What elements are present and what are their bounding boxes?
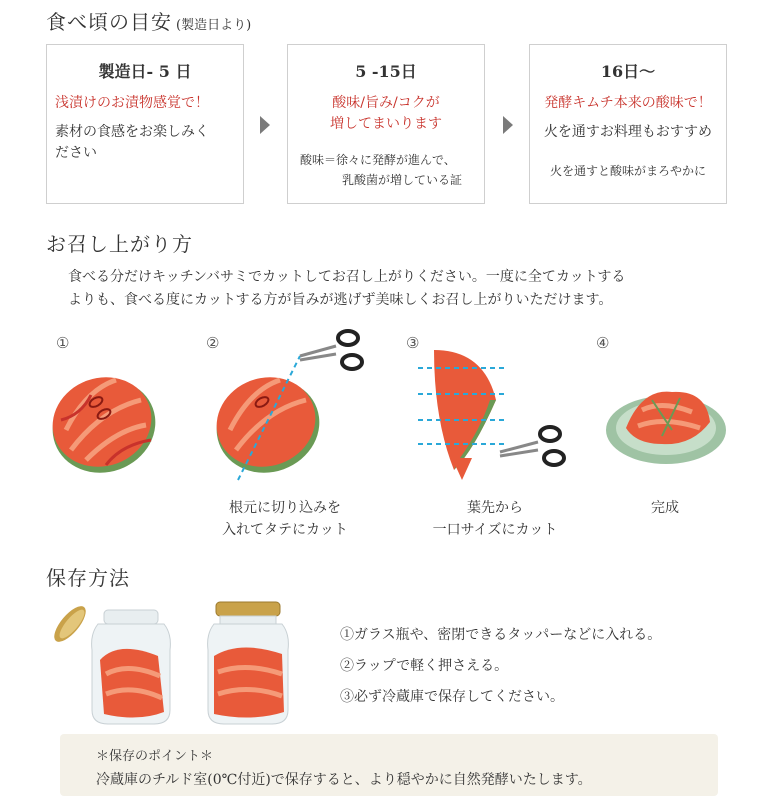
step-number: ①: [56, 334, 70, 352]
caption-line: 一口サイズにカット: [432, 522, 558, 538]
card-title: 5 -15日: [355, 62, 417, 81]
step-caption: [190, 497, 380, 541]
step-caption: [400, 497, 590, 541]
cut-kimchi-illustration: [208, 320, 378, 490]
arrow-right-icon: [503, 116, 513, 134]
card-highlight: 浅漬けのお漬物感覚で！: [55, 95, 209, 111]
step-number: ④: [596, 334, 610, 352]
card-title: 16日～: [600, 62, 656, 81]
how-to-eat-intro: [68, 266, 728, 312]
leaf-cut-illustration: [414, 340, 584, 490]
whole-kimchi-illustration: [46, 360, 166, 480]
open-jar-illustration: [48, 600, 178, 728]
step-number: ②: [206, 334, 220, 352]
scissors-icon: [300, 331, 362, 369]
card-note: 乳酸菌が増している証: [342, 173, 463, 187]
caption-line: 完成: [651, 500, 679, 516]
card-title: 製造日- 5 日: [98, 62, 192, 81]
card-day-0-5: [46, 44, 244, 204]
caption-line: 根元に切り込みを: [229, 500, 341, 516]
card-note: 酸味＝徐々に発酵が進んで、: [300, 153, 456, 167]
storage-point-box: [60, 734, 718, 796]
caption-line: 入れてタテにカット: [222, 522, 348, 538]
card-highlight: 増してまいります: [330, 116, 442, 132]
caption-line: 葉先から: [467, 500, 523, 516]
card-body-line: ださい: [55, 145, 97, 161]
card-body-line: 素材の食感をお楽しみく: [55, 124, 209, 140]
closed-jar-illustration: [206, 600, 290, 728]
eat-guide-subheading: (製造日より): [176, 18, 252, 33]
card-day-5-15: [287, 44, 485, 204]
storage-heading: 保存方法: [46, 566, 130, 590]
intro-line: 食べる分だけキッチンバサミでカットしてお召し上がりください。一度に全てカットする: [68, 269, 626, 285]
card-body-line: 火を通すお料理もおすすめ: [543, 124, 713, 140]
scissors-icon: [500, 427, 564, 465]
arrow-right-icon: [260, 116, 270, 134]
intro-line: よりも、食べる度にカットする方が旨みが逃げず美味しくお召し上がりいただけます。: [68, 292, 613, 308]
card-note: 火を通すと酸味がまろやかに: [549, 164, 706, 178]
plated-kimchi-illustration: [602, 370, 732, 470]
section-title-eat-guide: [46, 6, 251, 35]
storage-item: ①ガラス瓶や、密閉できるタッパーなどに入れる。: [340, 627, 662, 643]
storage-point-title: ＊保存のポイント＊: [96, 749, 214, 764]
card-highlight: 発酵キムチ本来の酸味で！: [544, 95, 712, 111]
step-caption: [610, 497, 720, 519]
storage-point-text: 冷蔵庫のチルド室(0℃付近)で保存すると、より穏やかに自然発酵いたします。: [96, 772, 592, 788]
storage-item: ③必ず冷蔵庫で保存してください。: [340, 689, 564, 705]
card-highlight: 酸味/旨み/コクが: [332, 95, 440, 111]
eat-guide-heading: 食べ頃の目安: [46, 10, 172, 34]
step-number: ③: [406, 334, 420, 352]
card-day-16: [529, 44, 727, 204]
storage-item: ②ラップで軽く押さえる。: [340, 658, 509, 674]
how-to-eat-heading: お召し上がり方: [46, 232, 193, 256]
